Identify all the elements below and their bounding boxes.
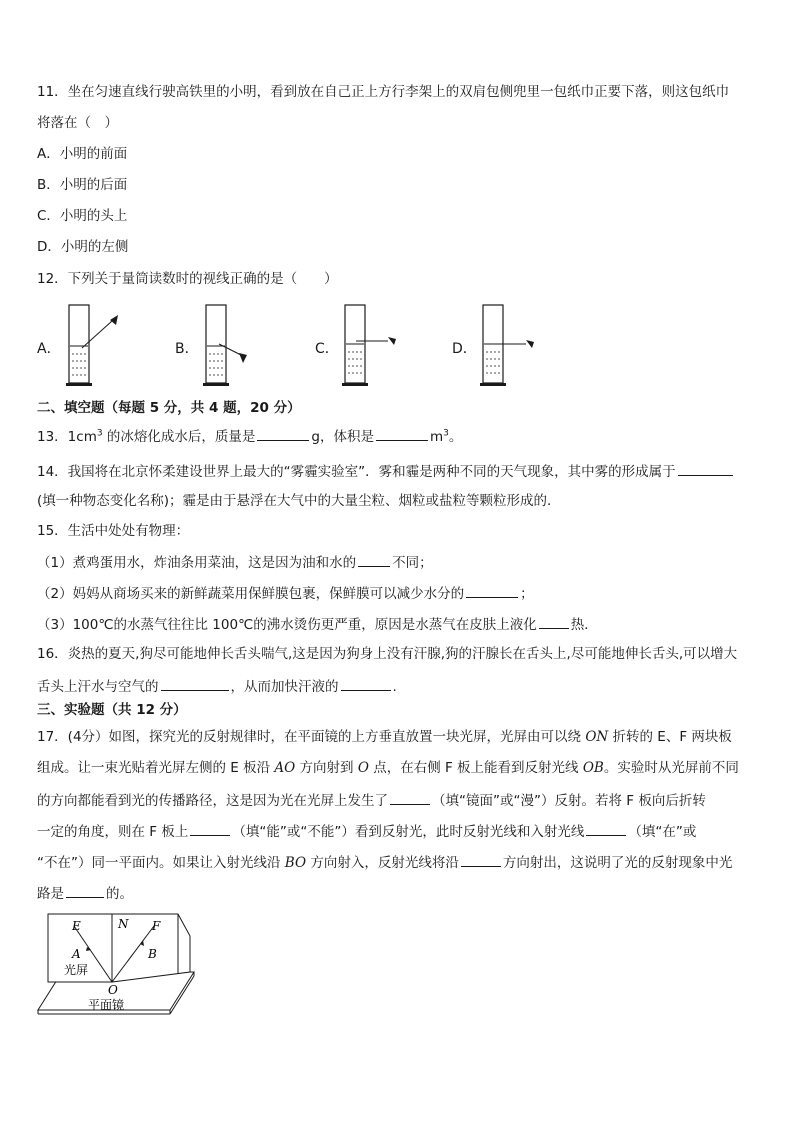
q17-blank2[interactable] [190,820,230,836]
q16-blank1[interactable] [161,675,229,691]
q14-blank[interactable] [678,460,733,476]
section2-title: 二、填空题（每题 5 分，共 4 题，20 分） [37,400,301,416]
q11-stem-line1: 11．坐在匀速直线行驶高铁里的小明，看到放在自己正上方行李架上的双肩包侧兜里一包纸巾正要下落，则这包纸巾 [37,84,730,100]
q15-part1: （1）煮鸡蛋用水，炸油条用菜油，这是因为油和水的 不同； [37,551,433,573]
cylinder-b-figure [197,303,267,389]
q17-line3: 的方向都能看到光的传播路径，这是因为光在光屏上发生了 （填“镜面”或“漫”）反射。若将 F 板向后折转 [37,789,706,811]
section3-title: 三、实验题（共 12 分） [37,702,187,718]
q17-line4: 一定的角度，则在 F 板上 （填“能”或“不能”）看到反射光，此时反射光线和入射光线 （填“在”或 [37,820,696,842]
q16-blank2[interactable] [341,675,391,691]
label-mirror: 平面镜 [88,998,125,1012]
q17-line6: 路是 的。 [37,882,133,904]
q17-blank1[interactable] [390,789,430,805]
q14-line1: 14．我国将在北京怀柔建设世界上最大的“雾霾实验室”．雾和霾是两种不同的天气现象，其中雾的形成属于 [37,460,735,482]
cylinder-a-figure [60,303,130,389]
q15-stem: 15．生活中处处有物理： [37,523,190,539]
q16-line1: 16．炎热的夏天,狗尽可能地伸长舌头喘气,这是因为狗身上没有汗腺,狗的汗腺长在舌头上,尽可能地伸长舌头,可以增大 [37,646,738,662]
q12-label-c: C． [315,341,339,357]
q17-line5: “不在”）同一平面内。如果让入射光线沿 BO 方向射入，反射光线将沿 方向射出，这说明了光的反射现象中光 [37,851,732,873]
q13-text: 13．$1cm^3$ 的冰熔化成水后，质量是 g，体积是 $m^3$。 [37,425,462,447]
label-e: E [72,919,81,933]
q17-blank3[interactable] [586,820,626,836]
q15-part2-blank[interactable] [466,582,518,598]
q15-part3-blank[interactable] [539,613,569,629]
reflection-experiment-figure [30,910,200,1025]
q17-blank4[interactable] [461,851,501,867]
q16-line2: 舌头上汗水与空气的 ，从而加快汗液的 . [37,675,397,697]
cylinder-c-figure [336,303,406,389]
label-n: N [118,917,129,931]
q17-line1: 17．(4分）如图，探究光的反射规律时，在平面镜的上方垂直放置一块光屏，光屏由可以绕 ON 折转的 E、F 两块板 [37,729,732,745]
q14-line2: (填一种物态变化名称)；霾是由于悬浮在大气中的大量尘粒、烟粒或盐粒等颗粒形成的． [37,493,561,509]
q11-option-b: B．小明的后面 [37,177,128,193]
label-f: F [152,919,161,933]
q13-mass-blank[interactable] [257,425,309,441]
q15-part2: （2）妈妈从商场买来的新鲜蔬菜用保鲜膜包裹，保鲜膜可以减少水分的 ； [37,582,534,604]
eye-icon [526,340,534,348]
q11-option-d: D．小明的左侧 [37,239,129,255]
q12-label-a: A． [37,341,61,357]
q11-option-a: A．小明的前面 [37,146,128,162]
eye-icon [239,353,247,363]
label-b: B [148,947,157,961]
q13-volume-blank[interactable] [376,425,428,441]
eye-icon [388,337,396,345]
q17-blank5[interactable] [66,882,104,898]
label-a: A [72,947,81,961]
q11-option-c: C．小明的头上 [37,208,128,224]
q12-label-b: B． [175,341,199,357]
q12-label-d: D． [452,341,477,357]
eye-icon [110,315,118,325]
label-o: O [108,983,118,997]
label-screen: 光屏 [64,963,89,977]
q12-stem: 12．下列关于量筒读数时的视线正确的是（ ） [37,271,338,287]
q17-line2: 组成。让一束光贴着光屏左侧的 E 板沿 AO 方向射到 O 点，在右侧 F 板上能看到反射光线 OB。实验时从光屏前不同 [37,760,739,776]
q15-part3: （3）100℃的水蒸气往往比 100℃的沸水烫伤更严重，原因是水蒸气在皮肤上液化 热． [37,613,598,635]
q11-stem-line2: 将落在（ ） [37,115,118,131]
cylinder-d-figure [474,303,544,389]
q15-part1-blank[interactable] [358,551,390,567]
